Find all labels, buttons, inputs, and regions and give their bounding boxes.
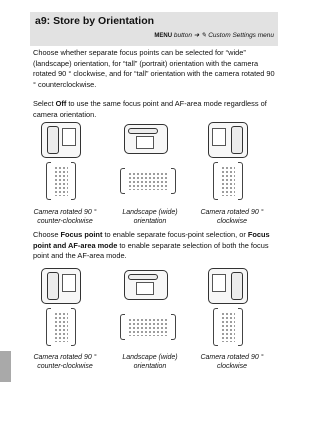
camera-rotated-cw-illustration (205, 120, 255, 202)
off-suffix: to use the same focus point and AF-area mode regardless of camera orientation. (33, 99, 267, 119)
off-option: Off (55, 99, 67, 108)
camera-grip-icon (231, 272, 243, 300)
camera-landscape-illustration (118, 120, 180, 202)
camera-screen-icon (62, 128, 76, 146)
caption-landscape: Landscape (wide) orientation (122, 209, 178, 225)
chapter-side-tab (0, 351, 11, 382)
camera-grip-icon (47, 272, 59, 300)
landscape-viewfinder-icon (120, 168, 176, 194)
camera-screen-icon (212, 274, 226, 292)
camera-landscape-illustration (118, 266, 180, 348)
portrait-viewfinder-icon (213, 308, 243, 346)
camera-rotated-ccw-illustration (38, 120, 88, 202)
caption-camera-rotated-cw: Camera rotated 90 ° clockwise (200, 209, 264, 225)
focus-prefix: Choose (33, 230, 61, 239)
portrait-viewfinder-icon (213, 162, 243, 200)
camera-screen-icon (62, 274, 76, 292)
camera-grip-icon (128, 274, 158, 280)
off-prefix: Select (33, 99, 56, 108)
menu-button-label: MENU (154, 33, 173, 39)
section-title: a9: Store by Orientation (35, 15, 155, 27)
camera-screen-icon (136, 282, 154, 295)
camera-rotated-ccw-illustration (38, 266, 88, 348)
camera-grip-icon (128, 128, 158, 134)
off-paragraph (33, 99, 278, 120)
caption-camera-rotated-ccw: Camera rotated 90 ° counter-clockwise (33, 209, 97, 225)
caption-camera-rotated-cw: Camera rotated 90 ° clockwise (200, 354, 264, 370)
focus-suffix: to enable separate selection of both the focus point and the AF-area mode. (33, 240, 269, 260)
menu-path-text: button ➜ ✎ Custom Settings menu (173, 32, 274, 39)
caption-landscape: Landscape (wide) orientation (122, 354, 178, 370)
caption-camera-rotated-ccw: Camera rotated 90 ° counter-clockwise (33, 354, 97, 370)
landscape-viewfinder-icon (120, 314, 176, 340)
menu-path (154, 31, 274, 39)
focus-middle: to enable separate focus-point selection, or (102, 230, 248, 239)
camera-grip-icon (231, 126, 243, 154)
camera-screen-icon (212, 128, 226, 146)
camera-screen-icon (136, 136, 154, 149)
section-header (30, 12, 278, 46)
camera-rotated-cw-illustration (205, 266, 255, 348)
portrait-viewfinder-icon (46, 308, 76, 346)
portrait-viewfinder-icon (46, 162, 76, 200)
focus-paragraph (33, 230, 278, 262)
focus-point-af-area-option: Focus point and AF-area mode (33, 230, 270, 250)
intro-paragraph: Choose whether separate focus points can be selected for “wide” (landscape) orientation, for “tall” (portrait) orientation with the camera rotated 90 ° clockwise, and for “tall” orientation with the camera rotated 90 ° counterclockwise. (33, 48, 275, 89)
camera-grip-icon (47, 126, 59, 154)
focus-point-option: Focus point (60, 230, 103, 239)
